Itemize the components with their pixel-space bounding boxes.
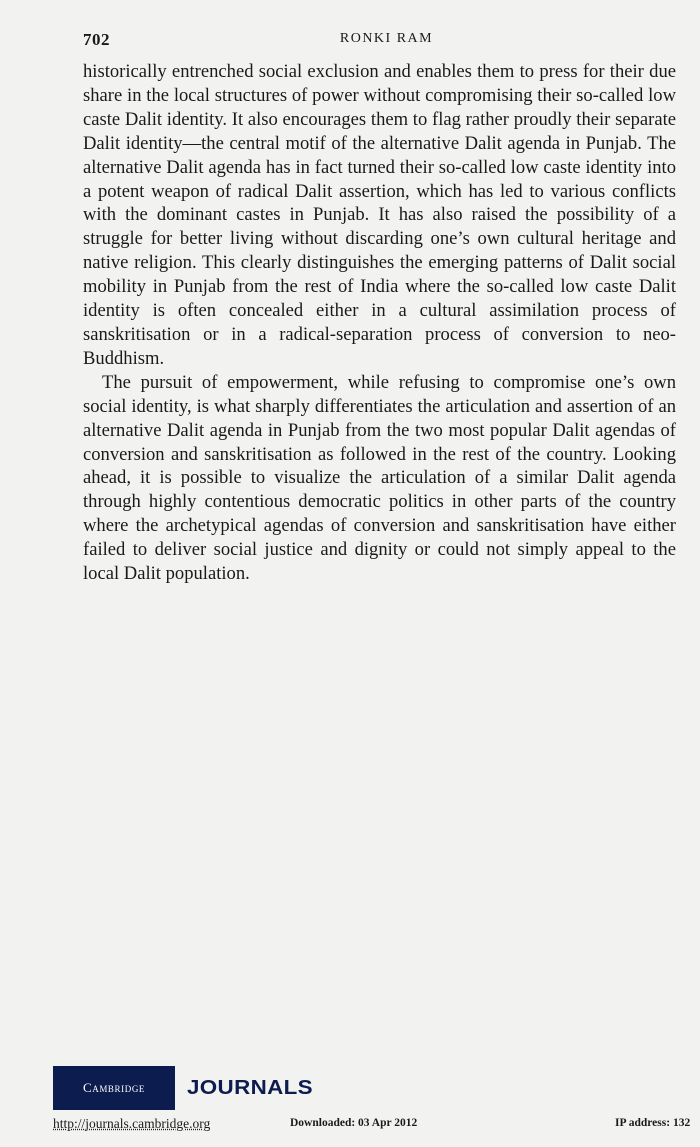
- cambridge-journals-logo: [53, 1066, 313, 1110]
- journals-wordmark: JOURNALS: [187, 1076, 313, 1099]
- running-head: [83, 30, 676, 52]
- paragraph-continuation: historically entrenched social exclusion and enables them to press for their due share in the local structures of power without compromising their so-called low caste Dalit identity. It also encourages them to flag rather proudly their separate Dalit identity—the central motif of the alternative Dalit agenda in Punjab. The alternative Dalit agenda has in fact turned their so-called low caste identity into a potent weapon of radical Dalit assertion, which has led to various conflicts with the dominant castes in Punjab. It has also raised the possibility of a struggle for better living without discarding one’s own cultural heritage and native religion. This clearly distinguishes the emerging patterns of Dalit social mobility in Punjab from the rest of India where the so-called low caste Dalit identity is often concealed either in a cultural assimilation process of sanskritisation or in a radical-separation process of conversion to neo-Buddhism.: [83, 61, 676, 369]
- cambridge-logo-text: Cambridge: [82, 1080, 146, 1095]
- paragraph: The pursuit of empowerment, while refusing to compromise one’s own social identity, is what sharply differentiates the articulation and assertion of an alternative Dalit agenda in Punjab from the two most popular Dalit agendas of conversion and sanskritisation as followed in the rest of the country. Looking ahead, it is possible to visualize the articulation of a similar Dalit agenda through highly contentious democratic politics in other parts of the country where the archetypical agendas of conversion and sanskritisation have either failed to deliver social justice and dignity or could not simply appeal to the local Dalit population.: [83, 371, 676, 585]
- ip-address: IP address: 132: [615, 1117, 691, 1129]
- downloaded-date: Downloaded: 03 Apr 2012: [290, 1117, 418, 1129]
- cambridge-logo-box: [53, 1066, 175, 1110]
- body-text: [83, 60, 676, 586]
- running-title: RONKI RAM: [339, 31, 434, 46]
- download-footer: [53, 1116, 700, 1134]
- page-number: 702: [83, 30, 110, 49]
- journals-url-link[interactable]: http://journals.cambridge.org: [53, 1116, 211, 1131]
